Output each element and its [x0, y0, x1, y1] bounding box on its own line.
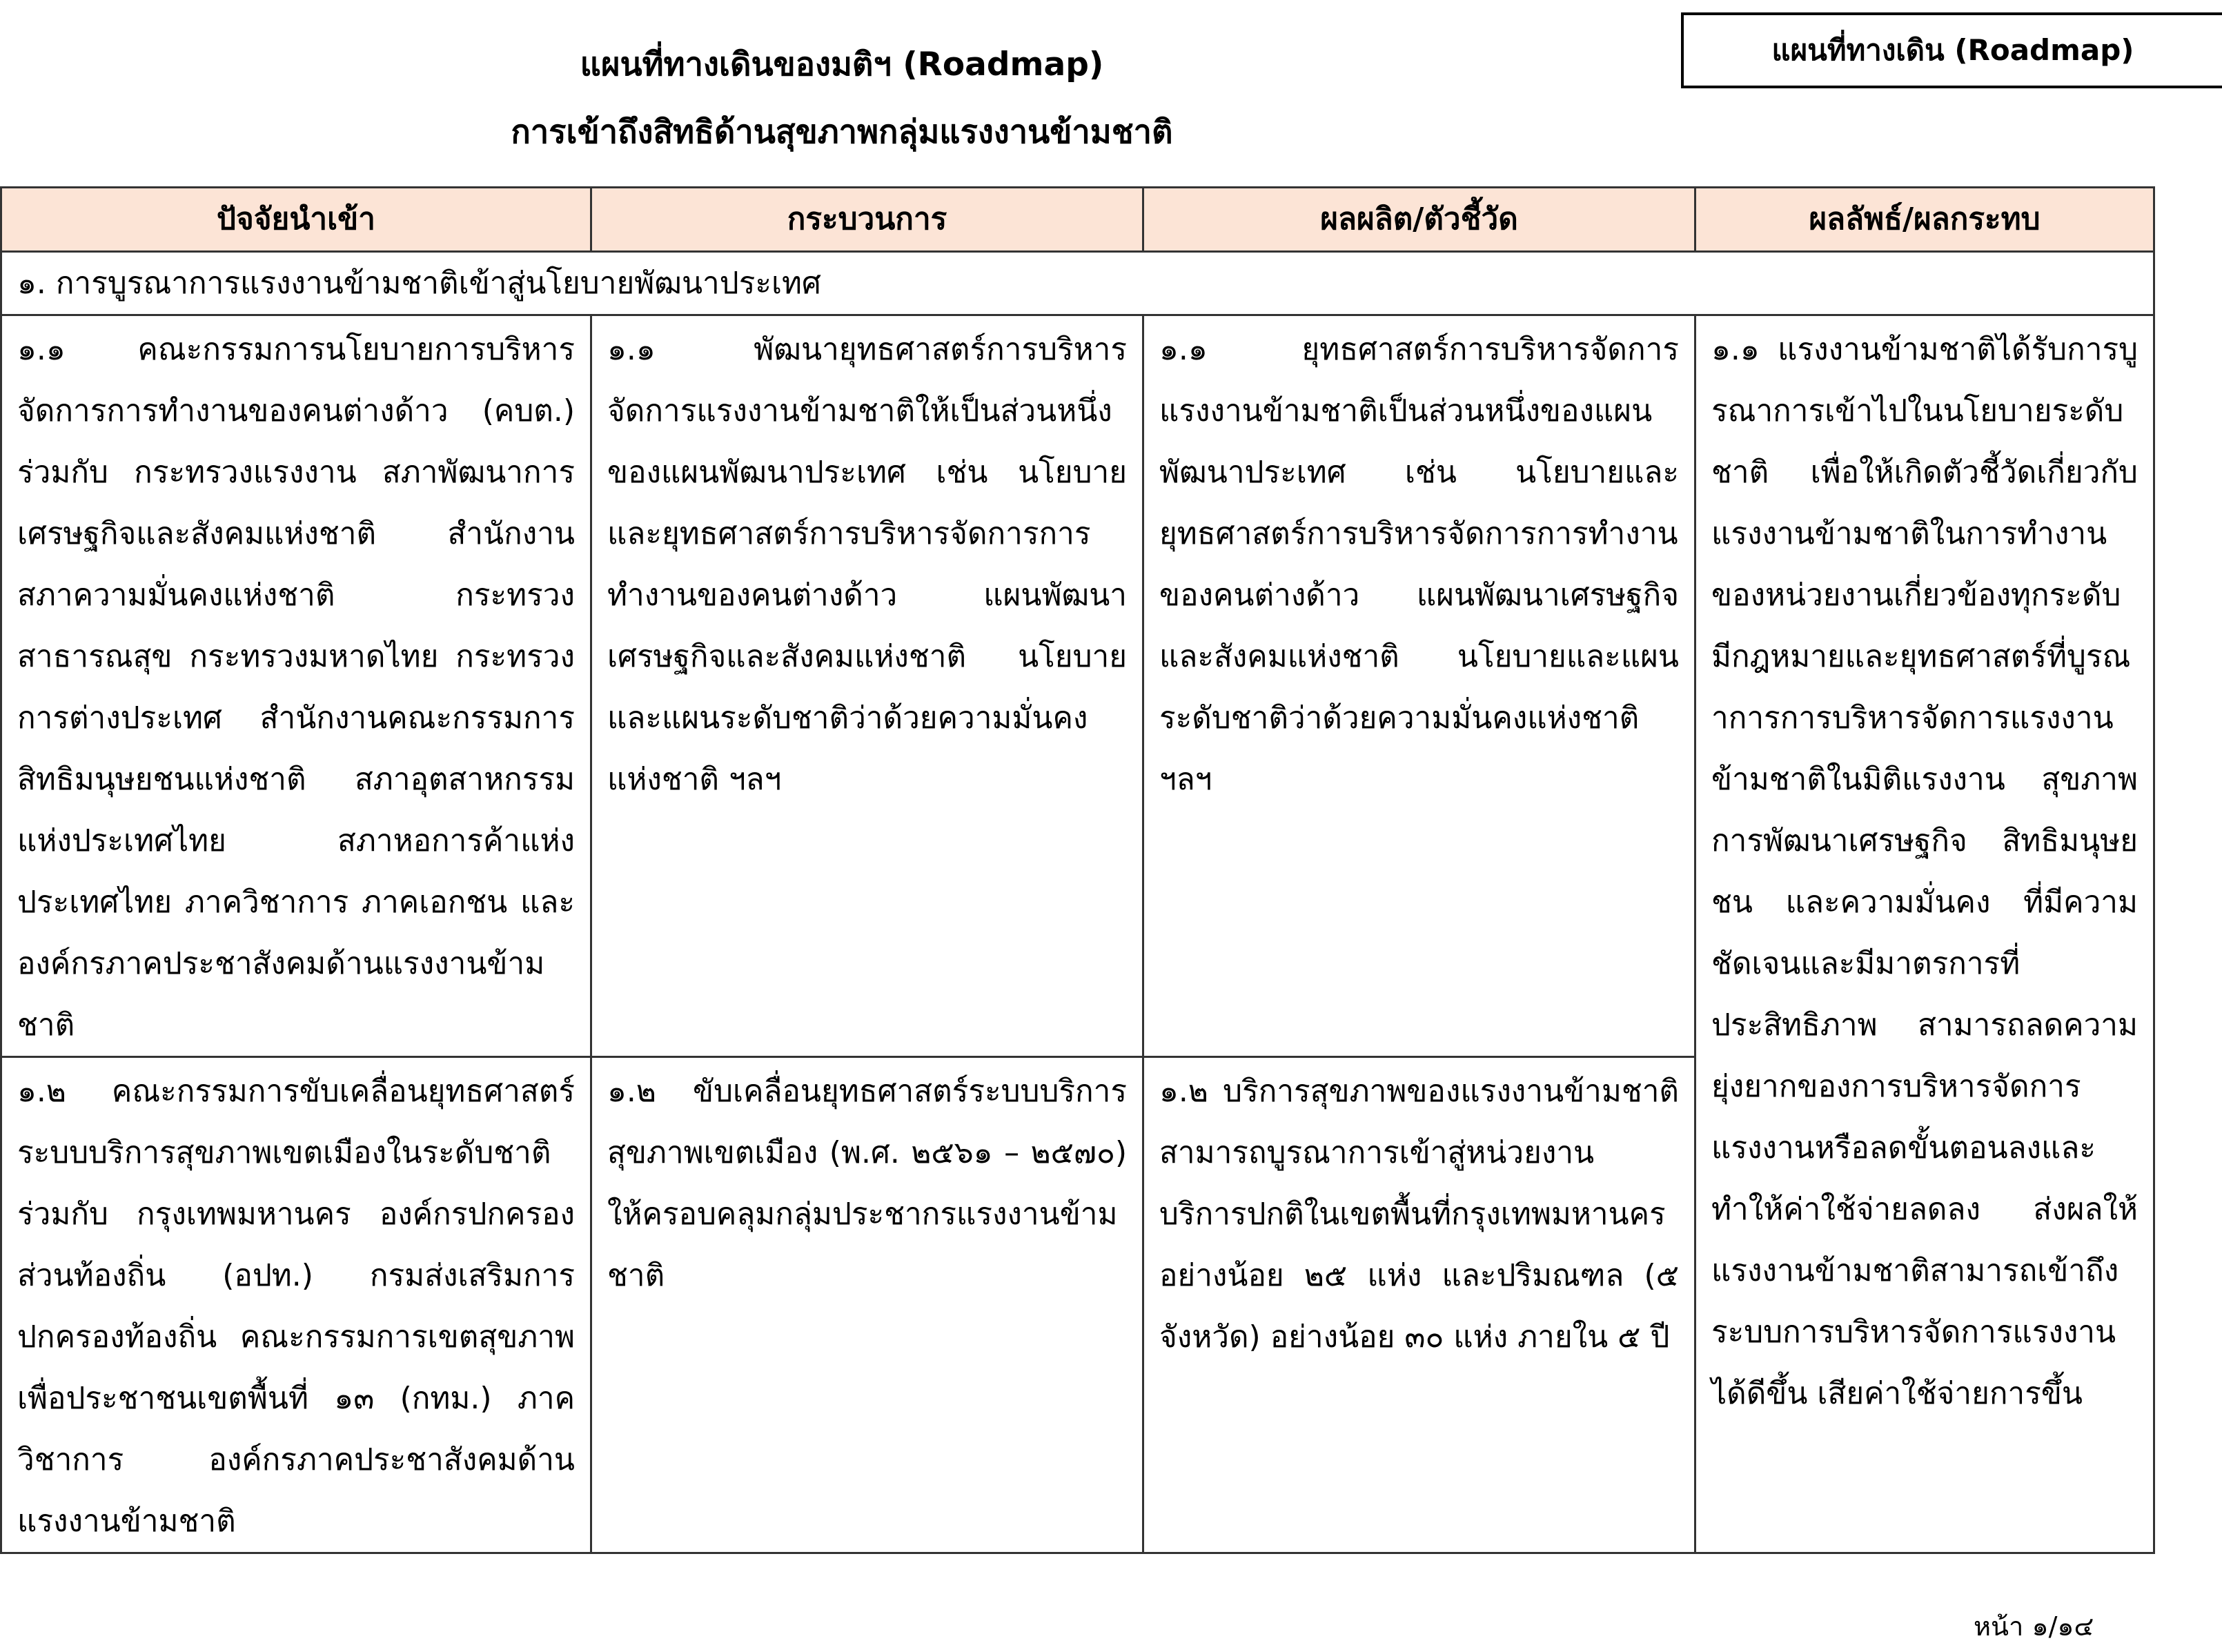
column-header-outcome: ผลลัพธ์/ผลกระทบ	[1695, 188, 2154, 252]
column-header-output: ผลผลิต/ตัวชี้วัด	[1143, 188, 1695, 252]
table-row	[1, 315, 2154, 1057]
roadmap-label-box: แผนที่ทางเดิน (Roadmap)	[1681, 12, 2222, 88]
row-1-2-process: ๑.๒ ขับเคลื่อนยุทธศาสตร์ระบบบริการสุขภาพเขตเมือง (พ.ศ. ๒๕๖๑ – ๒๕๗๐) ให้ครอบคลุมกลุ่มประชากรแรงงานข้ามชาติ	[591, 1057, 1143, 1553]
row-1-1-outcome: ๑.๑ แรงงานข้ามชาติได้รับการบูรณาการเข้าไปในนโยบายระดับชาติ เพื่อให้เกิดตัวชี้วัดเกี่ยวกับแรงงานข้ามชาติในการทำงานของหน่วยงานเกี่ยวข้องทุกระดับ มีกฎหมายและยุทธศาสตร์ที่บูรณาการการบริหารจัดการแรงงานข้ามชาติในมิติแรงงาน สุขภาพ การพัฒนาเศรษฐกิจ สิทธิมนุษยชน และความมั่นคง ที่มีความชัดเจนและมีมาตรการที่ประสิทธิภาพ สามารถลดความยุ่งยากของการบริหารจัดการแรงงานหรือลดขั้นตอนลงและทำให้ค่าใช้จ่ายลดลง ส่งผลให้แรงงานข้ามชาติสามารถเข้าถึงระบบการบริหารจัดการแรงงานได้ดีขึ้น เสียค่าใช้จ่ายการขึ้น	[1695, 315, 2154, 1553]
row-1-1-process: ๑.๑ พัฒนายุทธศาสตร์การบริหารจัดการแรงงานข้ามชาติให้เป็นส่วนหนึ่งของแผนพัฒนาประเทศ เช่น นโยบายและยุทธศาสตร์การบริหารจัดการการทำงานของคนต่างด้าว แผนพัฒนาเศรษฐกิจและสังคมแห่งชาติ นโยบายและแผนระดับชาติว่าด้วยความมั่นคงแห่งชาติ ฯลฯ	[591, 315, 1143, 1057]
roadmap-table	[0, 186, 2155, 1554]
row-1-2-input: ๑.๒ คณะกรรมการขับเคลื่อนยุทธศาสตร์ระบบบริการสุขภาพเขตเมืองในระดับชาติ ร่วมกับ กรุงเทพมหานคร องค์กรปกครองส่วนท้องถิ่น (อปท.) กรมส่งเสริมการปกครองท้องถิ่น คณะกรรมการเขตสุขภาพเพื่อประชาชนเขตพื้นที่ ๑๓ (กทม.) ภาควิชาการ องค์กรภาคประชาสังคมด้านแรงงานข้ามชาติ	[1, 1057, 591, 1553]
document-subtitle: การเข้าถึงสิทธิด้านสุขภาพกลุ่มแรงงานข้ามชาติ	[511, 113, 1173, 151]
column-header-process: กระบวนการ	[591, 188, 1143, 252]
table-header-row	[1, 188, 2154, 252]
row-1-2-output: ๑.๒ บริการสุขภาพของแรงงานข้ามชาติสามารถบูรณาการเข้าสู่หน่วยงานบริการปกติในเขตพื้นที่กรุงเทพมหานคร อย่างน้อย ๒๕ แห่ง และปริมณฑล (๕ จังหวัด) อย่างน้อย ๓๐ แห่ง ภายใน ๕ ปี	[1143, 1057, 1695, 1553]
document-title: แผนที่ทางเดินของมติฯ (Roadmap)	[580, 46, 1104, 83]
page-number: หน้า ๑/๑๔	[1974, 1611, 2094, 1642]
section-row	[1, 252, 2154, 315]
column-header-input: ปัจจัยนำเข้า	[1, 188, 591, 252]
row-1-1-output: ๑.๑ ยุทธศาสตร์การบริหารจัดการแรงงานข้ามชาติเป็นส่วนหนึ่งของแผนพัฒนาประเทศ เช่น นโยบายและยุทธศาสตร์การบริหารจัดการการทำงานของคนต่างด้าว แผนพัฒนาเศรษฐกิจและสังคมแห่งชาติ นโยบายและแผนระดับชาติว่าด้วยความมั่นคงแห่งชาติ ฯลฯ	[1143, 315, 1695, 1057]
row-1-1-input: ๑.๑ คณะกรรมการนโยบายการบริหารจัดการการทำงานของคนต่างด้าว (คบต.) ร่วมกับ กระทรวงแรงงาน สภาพัฒนาการเศรษฐกิจและสังคมแห่งชาติ สำนักงานสภาความมั่นคงแห่งชาติ กระทรวงสาธารณสุข กระทรวงมหาดไทย กระทรวงการต่างประเทศ สำนักงานคณะกรรมการสิทธิมนุษยชนแห่งชาติ สภาอุตสาหกรรมแห่งประเทศไทย สภาหอการค้าแห่งประเทศไทย ภาควิชาการ ภาคเอกชน และองค์กรภาคประชาสังคมด้านแรงงานข้ามชาติ	[1, 315, 591, 1057]
section-heading: ๑. การบูรณาการแรงงานข้ามชาติเข้าสู่นโยบายพัฒนาประเทศ	[1, 252, 2154, 315]
